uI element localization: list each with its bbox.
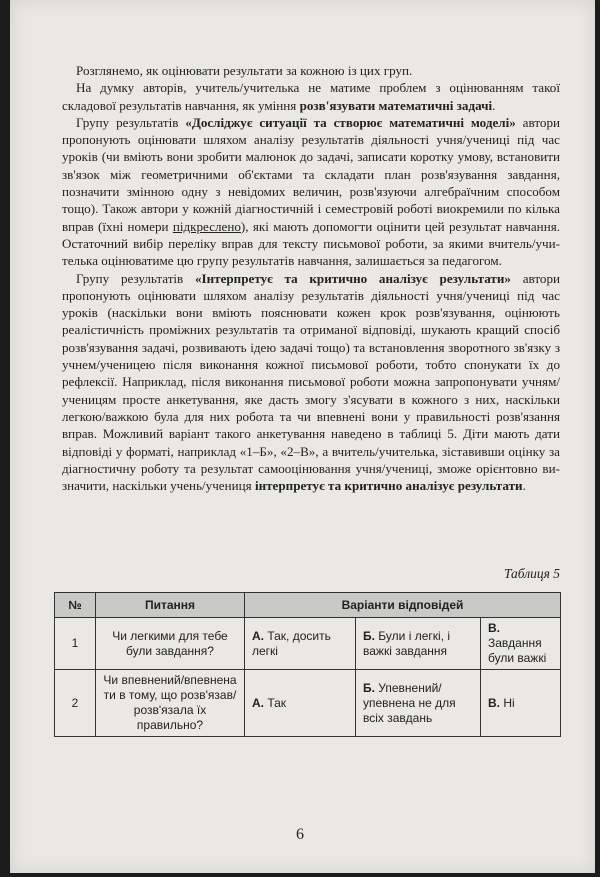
paragraph-4 (62, 270, 560, 495)
header-answers: Варіанти відповідей (245, 593, 561, 618)
table-caption: Таблиця 5 (503, 566, 560, 581)
row-question: Чи легкими для тебе були завдання? (96, 618, 245, 670)
paragraph-4-text-a: Групу результатів (76, 270, 195, 286)
answer-letter: Б. (363, 628, 375, 643)
paragraph-1 (62, 62, 560, 79)
paragraph-2-text: На думку авторів, учитель/учителька не матиме проблем з оцінюванням такої складової результатів навчання, як уміння (62, 80, 560, 113)
row-question: Чи впевнений/впевнена ти в тому, що розв'язав/розв'язала їх правильно? (96, 670, 245, 737)
table-row (55, 618, 561, 670)
paragraph-1-text: Розглянемо, як оцінювати результати за кожною із цих груп. (76, 63, 413, 78)
table-header-row (55, 593, 561, 618)
paragraph-3-bold: «Досліджує ситуації та створює математичні моделі» (185, 114, 516, 130)
answer-letter: А. (252, 628, 264, 643)
answer-c (481, 670, 561, 737)
paragraph-3-underline: підкреслено (172, 218, 241, 234)
header-num: № (55, 593, 96, 618)
paragraph-3-text-c: автори пропонують оцінювати шляхом аналізу результатів діяльності учня/учениці під час уроків (чи вміють вони зробити малюнок до задачі, записати коротку умову, встановити зв'язок між геометричними об'єктами та складати план розв'язування завдання, позначити змінною одну з невідомих величин, розв'язуючи алгебраїчним способом тощо). Також автори у кожній діагностичній і семестровій роботі виокремили по кілька вправ (їхні номери (62, 114, 561, 234)
answer-a (245, 618, 356, 670)
header-question: Питання (96, 593, 245, 618)
paragraph-4-text-c: автори пропонують оцінювати шляхом аналізу результатів діяльності учня/учениці під час уроків (наскільки вони вміють пояснювати кожен крок розв'язування, оцінюють реалістичність проміжних результатів та отриманої відповіді, шукають кращий спосіб розв'язування задачі, розвивають ідею задачі тощо) та встановлення зворотного зв'язку з учнем/ученицею після виконання кожної письмової роботи, тобто спонукати їх до рефлексії. Наприклад, після виконання письмової роботи можна запропонувати учням/ученицям просте анкетування, яке дасть змогу з'ясувати в кожного з них, наскільки легкою/важкою була для них робота та чи впевнені вони у правильності розв'язання вправ. Можливий варіант такого анкетування наведено в таблиці 5. Діти мають дати відповіді у форматі, наприклад «1–Б», «2–В», а вчитель/учителька, зіставивши оцінку за діагностичну роботу та результат самооцінювання учня/учениці, зможе орієнтовно визначити, наскільки учень/учениця (62, 270, 561, 494)
answer-text: Так (264, 695, 287, 710)
body-text (62, 62, 560, 494)
answer-c (481, 618, 561, 670)
row-num: 2 (55, 670, 96, 737)
paragraph-2-end: . (492, 97, 496, 113)
survey-table (54, 592, 561, 737)
answer-b (356, 618, 481, 670)
answer-letter: А. (252, 695, 264, 710)
row-num: 1 (55, 618, 96, 670)
page-number: 6 (296, 826, 304, 843)
paragraph-3-text-a: Групу результатів (76, 114, 186, 130)
answer-letter: В. (488, 695, 500, 710)
paragraph-2-bold: розв'язувати математичні задачі (299, 97, 493, 113)
paragraph-3-text-e: ), які мають допомогти оцінити цей результат навчання. Остаточний вибір переліку вправ для тексту письмової роботи, за якими вчитель/учителька оцінюватиме цю групу результатів навчання, залишається за педагогом. (62, 218, 560, 269)
paragraph-4-end: . (522, 478, 526, 494)
paragraph-3 (62, 114, 560, 270)
table-row (55, 670, 561, 737)
paragraph-4-bold-end: інтерпретує та критично аналізує результати (254, 478, 523, 494)
paragraph-2 (62, 79, 560, 114)
answer-text: Завдання були важкі (488, 636, 547, 665)
answer-text: Були і легкі, і важкі завдання (363, 628, 450, 658)
answer-text: Упевнений/ упевнена не для всіх завдань (363, 680, 456, 725)
answer-text: Так, досить легкі (252, 628, 331, 658)
answer-letter: В. (488, 621, 500, 635)
answer-a (245, 670, 356, 737)
answer-b (356, 670, 481, 737)
answer-text: Ні (500, 695, 515, 710)
answer-letter: Б. (363, 680, 375, 695)
paragraph-4-bold: «Інтерпретує та критично аналізує результати» (194, 270, 511, 286)
